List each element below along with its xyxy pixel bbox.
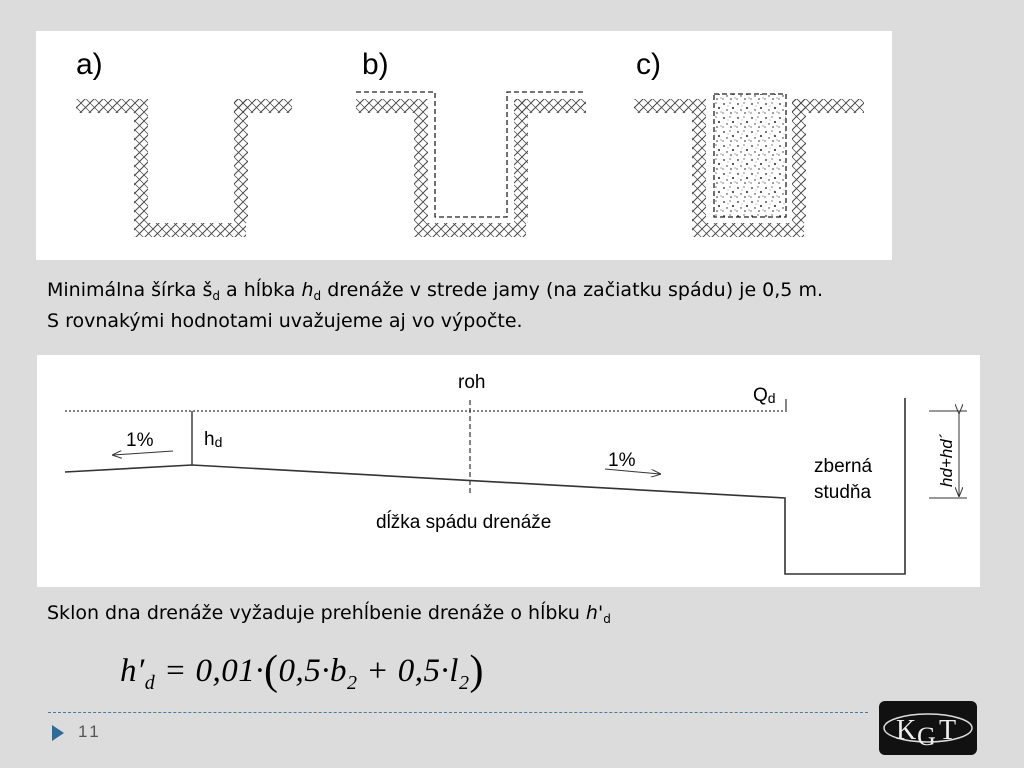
q-label: Qd: [753, 385, 776, 406]
depth-label: hd+hd´: [937, 433, 956, 487]
roh-label: roh: [458, 372, 486, 393]
well-label-2: studňa: [814, 482, 872, 503]
depth-formula: $h'_d = 0,01\cdot(0,5\cdot b_2 + 0,5\cdot l_2)$: [120, 648, 484, 694]
trench-figure: [36, 31, 892, 260]
next-slide-icon[interactable]: [51, 724, 65, 742]
drain-profile: [65, 398, 905, 574]
caption-drain-dimensions: Minimálna šírka $š_d$ a hĺbka $h_d$ drenáže v strede jamy (na začiatku spádu) je 0,5 m.: [47, 279, 823, 303]
trench-c: [634, 94, 864, 237]
caption-slope-note: Sklon dna drenáže vyžaduje prehĺbenie drenáže o hĺbku $h'_d$: [47, 602, 611, 626]
trench-b: [356, 92, 586, 237]
slope-left-label: 1%: [126, 430, 154, 451]
trench-a: [76, 99, 292, 237]
page-number: 11: [78, 722, 102, 741]
caption-calculation-note: S rovnakými hodnotami uvažujeme aj vo výpočte.: [47, 310, 523, 332]
svg-text:G: G: [917, 722, 936, 751]
kgt-logo: [879, 701, 977, 755]
svg-text:T: T: [939, 715, 957, 746]
slope-left-arrow: [113, 451, 173, 455]
length-label: dĺžka spádu drenáže: [376, 512, 552, 533]
label-a: a): [76, 48, 103, 81]
profile-figure: [37, 355, 980, 587]
label-b: b): [362, 48, 389, 81]
hd-label: hd: [204, 429, 223, 450]
svg-text:K: K: [896, 715, 917, 746]
footer-divider: [48, 712, 868, 713]
label-c: c): [636, 48, 661, 81]
well-label-1: zberná: [814, 456, 873, 477]
slope-right-label: 1%: [608, 450, 636, 471]
